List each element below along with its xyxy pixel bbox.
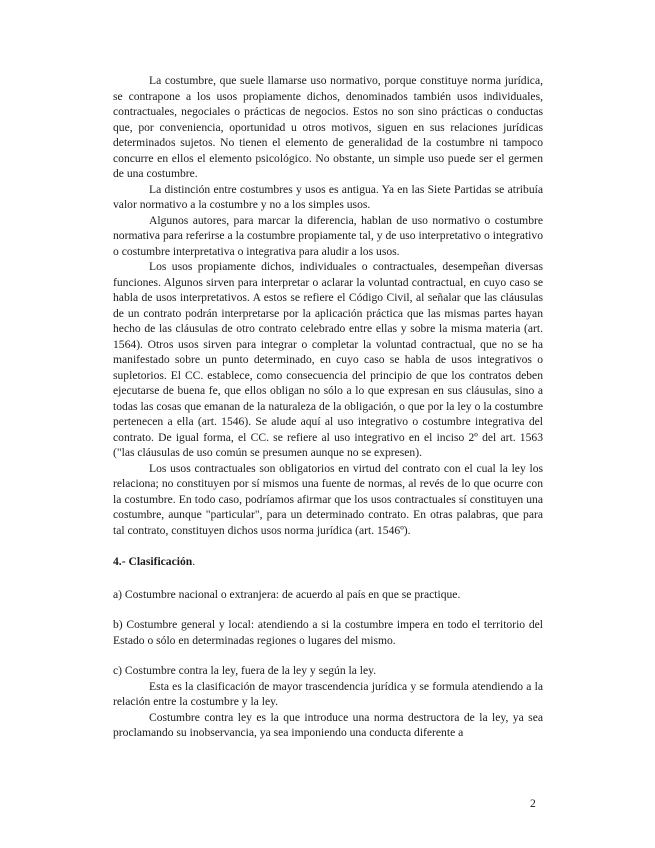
paragraph-distincion-antigua: La distinción entre costumbres y usos es antigua. Ya en las Siete Partidas se atribuía valor normativo a la costumbre y no a los simples usos. bbox=[113, 182, 543, 211]
classification-item-c: c) Costumbre contra la ley, fuera de la ley y según la ley. bbox=[113, 664, 377, 677]
classification-item-a: a) Costumbre nacional o extranjera: de acuerdo al país en que se practique. bbox=[113, 587, 461, 601]
section-heading-period: . bbox=[192, 555, 196, 568]
paragraph-costumbre-vs-usos: La costumbre, que suele llamarse uso normativo, porque constituye norma jurídica, se contrapone a los usos propiamente dichos, denominados también usos individuales, contractuales, negociales o prácticas de negocios. Estos no son sino prácticas o conductas que, por conveniencia, oportunidad u otros motivos, siguen en sus relaciones jurídicas determinados sujetos. No tienen el elemento de generalidad de la costumbre ni tampoco concurre en ellos el elemento psicológico. No obstante, un simple uso puede ser el germen de una costumbre. bbox=[113, 74, 543, 180]
paragraph-contra-ley: Costumbre contra ley es la que introduce una norma destructora de la ley, ya sea proclamando su inobservancia, ya sea imponiendo una conducta diferente a bbox=[113, 710, 543, 739]
paragraph-usos-contractuales: Los usos contractuales son obligatorios en virtud del contrato con el cual la ley los relaciona; no constituyen por sí mismos una fuente de normas, al revés de lo que ocurre con la costumbre. En todo caso, podríamos afirmar que los usos contractuales sí constituyen una costumbre, aunque "particular", para un determinado contrato. En otras palabras, que para tal contrato, constituyen dichos usos norma jurídica (art. 1546º). bbox=[113, 461, 543, 537]
paragraph-funciones-usos: Los usos propiamente dichos, individuales o contractuales, desempeñan diversas funciones. Algunos sirven para interpretar o aclarar la voluntad contractual, en cuyo caso se habla de usos interpretativos. A estos se refiere el Código Civil, al señalar que las cláusulas de un contrato podrán interpretarse por la aplicación práctica que las mismas partes hayan hecho de las cláusulas de otro contrato celebrado entre ellas y sobre la misma materia (art. 1564). Otros usos sirven para integrar o completar la voluntad contractual, que no se ha manifestado sobre un punto determinado, en cuyo caso se habla de usos integrativos o supletorios. El CC. establece, como consecuencia del principio de que los contratos deben ejecutarse de buena fe, que ellos obligan no sólo a lo que expresan en sus cláusulas, sino a todas las cosas que emanan de la naturaleza de la obligación, o que por la ley o la costumbre pertenecen a ella (art. 1546). Se alude aquí al uso integrativo o costumbre integrativa del contrato. De igual forma, el CC. se refiere al uso integrativo en el inciso 2º del art. 1563 ("las cláusulas de uso común se presumen aunque no se expresen). bbox=[113, 260, 543, 459]
paragraph-uso-normativo: Algunos autores, para marcar la diferencia, hablan de uso normativo o costumbre normativa para referirse a la costumbre propiamente tal, y de uso interpretativo o integrativo o costumbre interpretativa o integrativa para aludir a los usos. bbox=[113, 213, 543, 258]
section-heading bbox=[113, 554, 543, 570]
page-number: 2 bbox=[530, 797, 536, 810]
document-page bbox=[113, 73, 543, 741]
classification-item-b: b) Costumbre general y local: atendiendo a si la costumbre impera en todo el territorio del Estado o sólo en determinadas regiones o lugares del mismo. bbox=[113, 618, 543, 647]
paragraph-trascendencia: Esta es la clasificación de mayor trascendencia jurídica y se formula atendiendo a la relación entre la costumbre y la ley. bbox=[113, 679, 543, 708]
section-heading-label: 4.- Clasificación bbox=[113, 555, 193, 568]
